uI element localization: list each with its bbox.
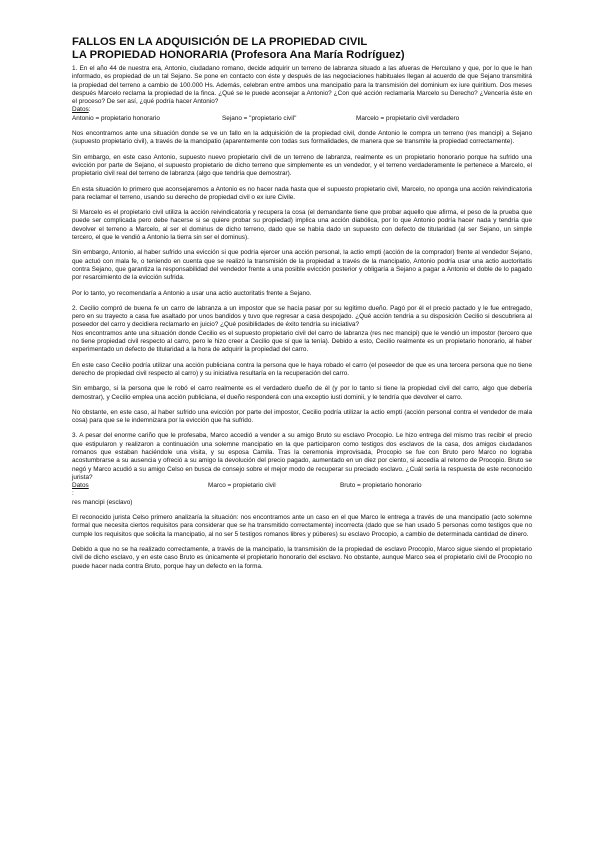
datos-item: Bruto = propietario honorario <box>340 482 422 490</box>
case-3-datos-list <box>72 482 532 507</box>
case-1-conclusion: Por lo tanto, yo recomendaría a Antonio a usar una actio auctoritatis frente a Sejano. <box>72 289 312 297</box>
datos-item: Sejano = "propietario civil" <box>222 114 297 122</box>
case-3-answer-paragraph: Debido a que no se ha realizado correctamente, a través de la mancipatio, la transmisión de la propiedad de esclavo Procopio, Marco sigue siendo el propietario civil de dicho esclavo, y en este caso Bruto es únicamente el propietario honorario del esclavo. No obstante, aunque Marco sea el propietario civil de Procopio no puede hacer nada contra Bruto, porque hay un defecto en la forma. <box>72 545 532 570</box>
datos-label: Datos <box>72 482 89 490</box>
datos-item: Marco = propietario civil <box>208 482 276 490</box>
case-1-datos-list <box>72 115 532 123</box>
datos-colon: : <box>88 106 91 114</box>
case-1-answer-paragraph: Nos encontramos ante una situación donde se ve un fallo en la adquisición de la propiedad civil, donde Antonio le compra un terreno (res mancipi) a Sejano (supuesto propietario civil), a través de la mancipatio (aparentemente con todas sus formalidades, de manera que se transmite la propiedad correctamente). <box>72 130 532 146</box>
case-1-datos-heading <box>72 106 532 114</box>
case-1-answer-paragraph: Sin embargo, en este caso Antonio, supuesto nuevo propietario civil de un terreno de labranza, realmente es un propietario honorario porque ha sufrido una evicción por parte de Sejano, el supuesto propietario de dicho terreno que simplemente es un vendedor, y el terreno verdaderamente le pertenece a Marcelo, el propietario civil real del terreno de labranza (algo que tendría que demostrar). <box>72 153 532 178</box>
datos-colon: : <box>72 490 74 498</box>
case-1-answer-paragraph: Si Marcelo es el propietario civil utiliza la acción reivindicatoria y recupera la cosa (el demandante tiene que probar aquello que afirma, el peso de la prueba que puede ser complicada pero debe hacerse si se quiere probar su propiedad) implica una acción diabólica, por lo que Antonio podría hacer nada y tendría que devolver el terreno a Marcelo, al ser el dominus de dicho terreno, dado que se había dado un supuesto con defecto de titularidad (al ser Sejano, un simple tercero, el que le vendió a Antonio la tierra sin ser el dominus). <box>72 209 532 242</box>
case-2-statement: 2. Cecilio compró de buena fe un carro de labranza a un impostor que se hacía pasar por su legítimo dueño. Pagó por él el precio pactado y le fue entregado, pero en su trayecto a casa fue asaltado por unos bandidos y tuvo que regresar a casa despojado. ¿Qué acción tendría a su disposición Cecilio si descubriera al poseedor del carro y decidiera reclamarlo en juicio? ¿Qué posibilidades de éxito tendría su iniciativa? <box>72 304 532 329</box>
case-1-statement: 1. En el año 44 de nuestra era, Antonio, ciudadano romano, decide adquirir un terreno de labranza situado a las afueras de Herculano y que, por lo que le han informado, es propiedad de un tal Sejano. Se pone en contacto con éste y después de las negociaciones habituales llegan al acuerdo de que Sejano transmitirá la propiedad del terreno a cambio de 100.000 Hs. Además, celebran entre ambos una mancipatio para la transmisión del dominium ex iure quiritium. Dos meses después Marcelo reclama la propiedad de la finca. ¿Qué se le puede aconsejar a Antonio? ¿Con qué acción reclamaría Marcelo su Derecho? ¿Vencería éste en el proceso? De ser así, ¿qué podría hacer Antonio? <box>72 65 532 106</box>
datos-label: Datos <box>72 106 89 114</box>
document-body <box>72 65 532 571</box>
document-title-line-1: FALLOS EN LA ADQUISICIÓN DE LA PROPIEDAD CIVIL <box>72 36 368 48</box>
datos-item: res mancipi (esclavo) <box>72 498 133 506</box>
document-title-line-2: LA PROPIEDAD HONORARIA (Profesora Ana María Rodríguez) <box>72 49 405 61</box>
datos-item: Antonio = propietario honorario <box>72 114 160 122</box>
case-3-statement: 3. A pesar del enorme cariño que le profesaba, Marco accedió a vender a su amigo Bruto su esclavo Procopio. Le hizo entrega del mismo tras recibir el precio que estipularon y realizaron a continuación una solemne mancipatio en la que participaron como testigos dos esclavos de la casa, dos amigos ciudadanos romanos que estaban haciéndole una visita, y su esposa Camila. Tras la ceremonia improvisada, Procopio se fue con Bruto pero Marco no lograba acostumbrarse a su ausencia y ofreció a su amigo la devolución del precio pagado, aumentado en un diez por ciento, si accedía al retorno de Procopio. Bruto se negó y Marco acudió a su amigo Celso en busca de consejo sobre el mejor modo de recuperar su preciado esclavo. ¿Cuál sería la respuesta de este reconocido jurista? <box>72 432 532 481</box>
case-2-answer-paragraph: Sin embargo, si la persona que le robó el carro realmente es el verdadero dueño de él (y por lo tanto si tiene la propiedad civil del carro, algo que debería demostrar), y Cecilio emplea una acción publiciana, el dueño responderá con una exceptio iusti dominii, y le tendría que devolver el carro. <box>72 385 532 401</box>
case-3-answer-paragraph: El reconocido jurista Celso primero analizaría la situación: nos encontramos ante un caso en el que Marco le entrega a través de una mancipatio (acto solemne formal que necesita ciertos requisitos para considerar que se ha transmitido correctamente) incorrecta (dado que se han usado 5 personas como testigos que no cumple los requisitos que solicita la mancipatio, al no ser 5 testigos romanos libres y púberes) su esclavo Procopio, a cambio de determinada cantidad de dinero. <box>72 514 532 538</box>
case-2-answer-paragraph: En este caso Cecilio podría utilizar una acción publiciana contra la persona que le haya robado el carro (el poseedor de que es una tercera persona que no tiene derecho de propiedad civil respecto al carro) y su iniciativa resultaría en la recuperación del carro. <box>72 361 532 377</box>
case-1-answer-paragraph: En esta situación lo primero que aconsejaremos a Antonio es no hacer nada hasta que el supuesto propietario civil, Marcelo, no oponga una acción reivindicatoria para reclamar el terreno, usando su derecho de propiedad civil o ex iure Civile. <box>72 185 532 201</box>
datos-item: Marcelo = propietario civil verdadero <box>356 114 460 122</box>
case-2-answer-paragraph: Nos encontramos ante una situación donde Cecilio es el supuesto propietario civil del carro de labranza (res nec mancipi) que le vendió un impostor (tercero que no tiene propiedad civil respecto al carro, pero le hizo creer a Cecilio que sí que la tenía). Debido a esto, Cecilio realmente es un propietario honorario, al haber experimentado un defecto de titularidad a la hora de adquirir la propiedad del carro. <box>72 329 532 354</box>
case-2-answer-paragraph: No obstante, en este caso, al haber sufrido una evicción por parte del impostor, Cecilio podría utilizar la actio empti (acción personal contra el vendedor de mala cosa) para que se le indemnizara por la evicción que ha sufrido. <box>72 408 532 425</box>
case-1-answer-paragraph: Sin embargo, Antonio, al haber sufrido una evicción si que podría ejercer una acción personal, la actio empti (acción de la comprador) frente al vendedor Sejano, que actuó con mala fe, o teniendo en cuenta que se realizó la transmisión de la propiedad a través de la mancipatio, Antonio podría usar una actio auctoritatis contra Sejano, que garantiza la responsabilidad del vendedor frente a una posible evicción posterior y obligaría a Sejano a pagar a Antonio el doble de lo pagado por resarcimiento de la evicción sufrida. <box>72 249 532 282</box>
datos-first-item <box>72 482 208 507</box>
